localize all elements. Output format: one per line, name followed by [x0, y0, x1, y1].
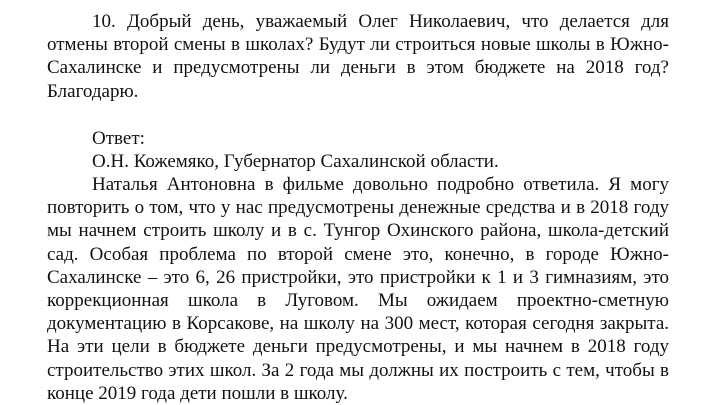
answer-line: мы начнем строить школу и в с. Тунгор Охинского района, школа-детский	[47, 220, 669, 242]
question-line: Благодарю.	[47, 80, 139, 102]
answer-line: документацию в Корсакове, на школу на 300 мест, которая сегодня закрыта.	[47, 313, 669, 335]
answer-line: конце 2019 года дети пошли в школу.	[47, 382, 348, 404]
answer-label: Ответ:	[92, 128, 145, 149]
question-line: 10. Добрый день, уважаемый Олег Николаевич, что делается для	[92, 11, 669, 32]
answer-paragraph	[47, 173, 669, 405]
answer-author: О.Н. Кожемяко, Губернатор Сахалинской области.	[92, 151, 499, 172]
question-line: отмены второй смены в школах? Будут ли строиться новые школы в Южно-	[47, 34, 669, 56]
answer-line: повторить о том, что у нас предусмотрены денежные средства и в 2018 году	[47, 197, 669, 219]
question-paragraph	[47, 10, 669, 103]
answer-line: Наталья Антоновна в фильме довольно подробно ответила. Я могу	[92, 174, 669, 195]
question-line: Сахалинске и предусмотрены ли деньги в этом бюджете на 2018 год?	[47, 57, 669, 79]
answer-line: Сахалинске – это 6, 26 пристройки, это пристройки к 1 и 3 гимназиям, это	[47, 266, 669, 288]
answer-line: коррекционная школа в Луговом. Мы ожидаем проектно-сметную	[47, 289, 669, 311]
answer-line: строительство этих школ. За 2 года мы должны их построить с тем, чтобы в	[47, 359, 669, 381]
answer-line: На эти цели в бюджете деньги предусмотрены, и мы начнем в 2018 году	[47, 336, 669, 358]
answer-line: сад. Особая проблема по второй смене это, конечно, в городе Южно-	[47, 243, 669, 265]
